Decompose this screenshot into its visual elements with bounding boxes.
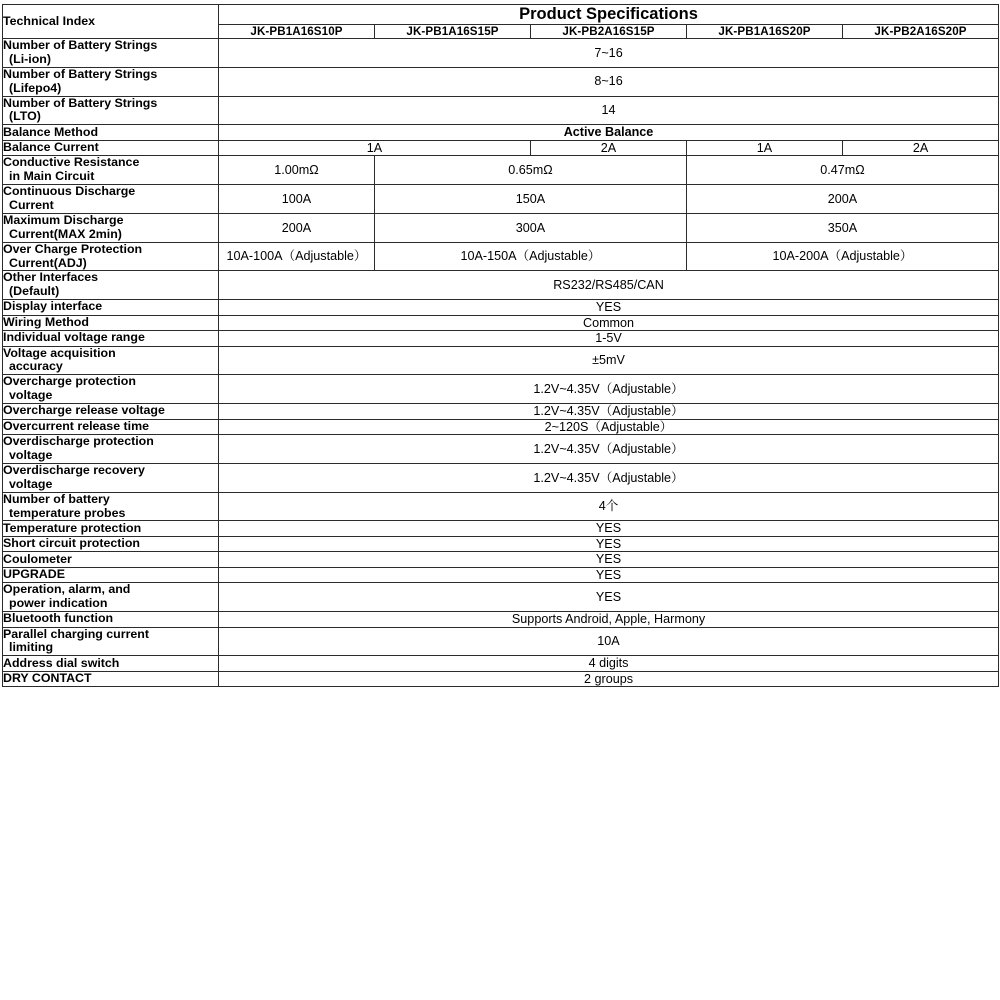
row-value: 1-5V <box>219 331 999 346</box>
model-header-3: JK-PB2A16S15P <box>531 25 687 39</box>
row-value: YES <box>219 300 999 315</box>
table-row <box>3 404 999 419</box>
row-value: 1A <box>219 140 531 155</box>
row-value: YES <box>219 552 999 567</box>
row-value: 150A <box>375 185 687 214</box>
row-label-line2: voltage <box>9 476 53 491</box>
row-value: 10A <box>219 627 999 656</box>
table-row <box>3 67 999 96</box>
row-value: 100A <box>219 185 375 214</box>
row-value: 10A-100A（Adjustable） <box>219 242 375 271</box>
row-label <box>3 492 219 521</box>
row-label-line1: Display interface <box>3 299 103 314</box>
row-value: 14 <box>219 96 999 125</box>
row-value: 200A <box>219 213 375 242</box>
row-label-line1: Operation, alarm, and <box>3 582 131 597</box>
row-label-line2: (Li-ion) <box>9 51 51 66</box>
table-row <box>3 346 999 375</box>
row-label-line2: temperature probes <box>9 505 126 520</box>
row-label-line1: Temperature protection <box>3 520 142 535</box>
table-row <box>3 612 999 627</box>
table-body <box>3 5 999 687</box>
row-value: YES <box>219 536 999 551</box>
row-value: 2~120S（Adjustable） <box>219 419 999 434</box>
row-label-line2: voltage <box>9 388 53 403</box>
table-row <box>3 331 999 346</box>
row-label-line1: Voltage acquisition <box>3 345 116 360</box>
table-row <box>3 552 999 567</box>
table-row <box>3 671 999 686</box>
row-label-line2: (Lifepo4) <box>9 80 62 95</box>
table-row <box>3 125 999 140</box>
row-label <box>3 552 219 567</box>
row-label-line2: (Default) <box>9 284 60 299</box>
row-label-line1: DRY CONTACT <box>3 671 92 686</box>
row-label-line1: Individual voltage range <box>3 330 145 345</box>
table-row <box>3 521 999 536</box>
row-label-line2: in Main Circuit <box>9 169 95 184</box>
row-label-line1: Wiring Method <box>3 314 89 329</box>
row-label-line1: Balance Current <box>3 140 99 155</box>
table-row <box>3 583 999 612</box>
row-label-line1: Overcharge protection <box>3 374 136 389</box>
row-label <box>3 612 219 627</box>
row-value: 1A <box>687 140 843 155</box>
table-row <box>3 242 999 271</box>
row-label <box>3 39 219 68</box>
row-label-line1: Bluetooth function <box>3 611 114 626</box>
row-label <box>3 156 219 185</box>
row-label-line1: Number of Battery Strings <box>3 95 158 110</box>
row-label <box>3 521 219 536</box>
table-row <box>3 300 999 315</box>
table-row <box>3 315 999 330</box>
row-label-line1: Maximum Discharge <box>3 212 124 227</box>
row-label <box>3 96 219 125</box>
row-label-line1: Balance Method <box>3 124 99 139</box>
model-header-4: JK-PB1A16S20P <box>687 25 843 39</box>
row-label <box>3 419 219 434</box>
row-label-line1: Overdischarge protection <box>3 434 154 449</box>
row-label <box>3 627 219 656</box>
row-label-line1: Number of Battery Strings <box>3 38 158 52</box>
row-value: 1.00mΩ <box>219 156 375 185</box>
table-header-title-row <box>3 5 999 25</box>
model-header-5: JK-PB2A16S20P <box>843 25 999 39</box>
table-row <box>3 96 999 125</box>
row-value: YES <box>219 567 999 582</box>
row-label-line1: Number of battery <box>3 491 110 506</box>
row-value: 10A-200A（Adjustable） <box>687 242 999 271</box>
product-specifications-table <box>2 4 999 687</box>
row-label <box>3 67 219 96</box>
row-label <box>3 671 219 686</box>
row-label <box>3 435 219 464</box>
row-value: 4个 <box>219 492 999 521</box>
row-label <box>3 375 219 404</box>
row-label-line2: Current <box>9 197 54 212</box>
row-label-line1: Overdischarge recovery <box>3 462 145 477</box>
row-label <box>3 346 219 375</box>
table-row <box>3 140 999 155</box>
row-value: YES <box>219 521 999 536</box>
row-value: Active Balance <box>219 125 999 140</box>
row-label-line2: voltage <box>9 447 53 462</box>
row-value: 2 groups <box>219 671 999 686</box>
row-label-line1: UPGRADE <box>3 567 65 582</box>
row-label-line2: Current(ADJ) <box>9 255 87 270</box>
product-specifications-title: Product Specifications <box>219 5 999 25</box>
table-row <box>3 463 999 492</box>
model-header-1: JK-PB1A16S10P <box>219 25 375 39</box>
row-label-line1: Address dial switch <box>3 655 120 670</box>
row-label <box>3 185 219 214</box>
table-row <box>3 39 999 68</box>
row-label-line2: limiting <box>9 640 54 655</box>
table-row <box>3 435 999 464</box>
row-value: 1.2V~4.35V（Adjustable） <box>219 435 999 464</box>
row-label <box>3 536 219 551</box>
row-label-line1: Overcurrent release time <box>3 418 150 433</box>
row-value: 1.2V~4.35V（Adjustable） <box>219 463 999 492</box>
table-row <box>3 656 999 671</box>
table-row <box>3 536 999 551</box>
row-value: RS232/RS485/CAN <box>219 271 999 300</box>
row-value: Common <box>219 315 999 330</box>
row-label <box>3 656 219 671</box>
table-row <box>3 156 999 185</box>
row-label-line1: Short circuit protection <box>3 536 140 551</box>
row-label-line2: power indication <box>9 596 108 611</box>
row-label-line1: Continuous Discharge <box>3 184 136 199</box>
table-row <box>3 419 999 434</box>
row-label-line1: Overcharge release voltage <box>3 403 165 418</box>
row-label <box>3 463 219 492</box>
row-value: 8~16 <box>219 67 999 96</box>
row-value: YES <box>219 583 999 612</box>
row-label <box>3 125 219 140</box>
table-row <box>3 492 999 521</box>
row-label-line1: Conductive Resistance <box>3 155 140 170</box>
row-label <box>3 567 219 582</box>
row-value: 0.65mΩ <box>375 156 687 185</box>
row-value: 4 digits <box>219 656 999 671</box>
table-row <box>3 627 999 656</box>
table-row <box>3 271 999 300</box>
table-row <box>3 185 999 214</box>
technical-index-header: Technical Index <box>3 5 219 39</box>
row-label <box>3 331 219 346</box>
row-label <box>3 271 219 300</box>
table-row <box>3 567 999 582</box>
row-label-line1: Over Charge Protection <box>3 241 143 256</box>
row-value: 200A <box>687 185 999 214</box>
row-value: 1.2V~4.35V（Adjustable） <box>219 375 999 404</box>
row-label-line2: (LTO) <box>9 109 41 124</box>
row-value: 350A <box>687 213 999 242</box>
row-label-line1: Coulometer <box>3 551 72 566</box>
row-label <box>3 213 219 242</box>
row-value: 0.47mΩ <box>687 156 999 185</box>
row-value: 2A <box>843 140 999 155</box>
table-row <box>3 375 999 404</box>
row-label <box>3 242 219 271</box>
row-label <box>3 140 219 155</box>
row-label <box>3 583 219 612</box>
row-label <box>3 300 219 315</box>
row-label-line2: accuracy <box>9 359 63 374</box>
row-value: Supports Android, Apple, Harmony <box>219 612 999 627</box>
row-label <box>3 315 219 330</box>
row-label-line2: Current(MAX 2min) <box>9 226 122 241</box>
model-header-2: JK-PB1A16S15P <box>375 25 531 39</box>
row-value: ±5mV <box>219 346 999 375</box>
row-label-line1: Number of Battery Strings <box>3 66 158 81</box>
table-row <box>3 213 999 242</box>
row-label <box>3 404 219 419</box>
row-value: 2A <box>531 140 687 155</box>
row-value: 1.2V~4.35V（Adjustable） <box>219 404 999 419</box>
row-value: 300A <box>375 213 687 242</box>
row-value: 10A-150A（Adjustable） <box>375 242 687 271</box>
row-value: 7~16 <box>219 39 999 68</box>
row-label-line1: Other Interfaces <box>3 270 99 285</box>
row-label-line1: Parallel charging current <box>3 626 149 641</box>
